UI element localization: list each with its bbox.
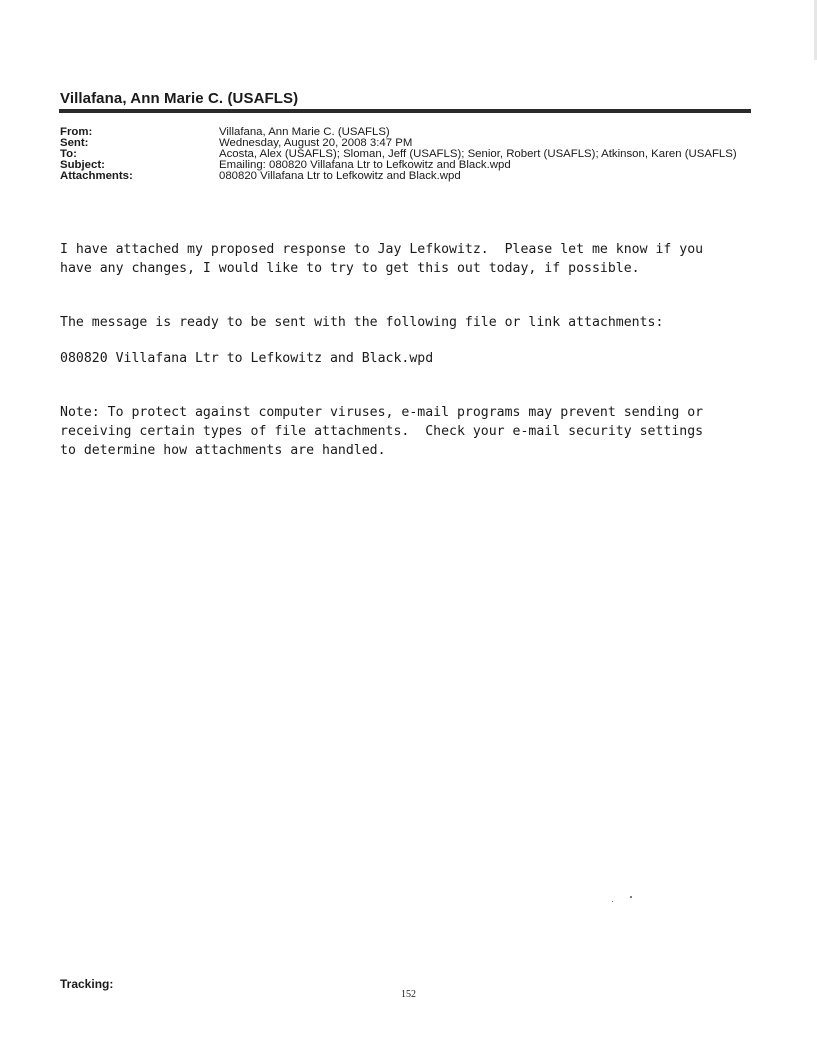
- tracking-label: Tracking:: [60, 977, 114, 991]
- email-title: Villafana, Ann Marie C. (USAFLS): [60, 90, 299, 107]
- to-value: Acosta, Alex (USAFLS); Sloman, Jeff (USAFLS); Senior, Robert (USAFLS); Atkinson, Karen (USAFLS): [219, 148, 737, 160]
- scan-speck: [630, 896, 632, 898]
- title-divider: [59, 109, 751, 113]
- from-value: Villafana, Ann Marie C. (USAFLS): [219, 126, 390, 138]
- subject-label: Subject:: [60, 159, 105, 171]
- from-label: From:: [60, 126, 93, 138]
- to-label: To:: [60, 148, 77, 160]
- scan-speck: [612, 901, 613, 902]
- header-row-attachments: [60, 171, 760, 182]
- email-header-table: [60, 127, 760, 182]
- page-number: 152: [401, 989, 416, 1000]
- body-paragraph-request: I have attached my proposed response to Jay Lefkowitz. Please let me know if you have any changes, I would like to try to get this out today, if possible.: [60, 242, 704, 276]
- attachments-value: 080820 Villafana Ltr to Lefkowitz and Black.wpd: [219, 170, 461, 182]
- sent-label: Sent:: [60, 137, 89, 149]
- body-paragraph-virus-note: Note: To protect against computer viruses, e-mail programs may prevent sending or receiving certain types of file attachments. Check your e-mail security settings to determine how attachments are handled.: [60, 405, 704, 458]
- body-paragraph-ready: The message is ready to be sent with the following file or link attachments:: [60, 315, 664, 330]
- sent-value: Wednesday, August 20, 2008 3:47 PM: [219, 137, 413, 149]
- body-attachment-filename: 080820 Villafana Ltr to Lefkowitz and Black.wpd: [60, 351, 434, 366]
- attachments-label: Attachments:: [60, 170, 133, 182]
- subject-value: Emailing: 080820 Villafana Ltr to Lefkowitz and Black.wpd: [219, 159, 511, 171]
